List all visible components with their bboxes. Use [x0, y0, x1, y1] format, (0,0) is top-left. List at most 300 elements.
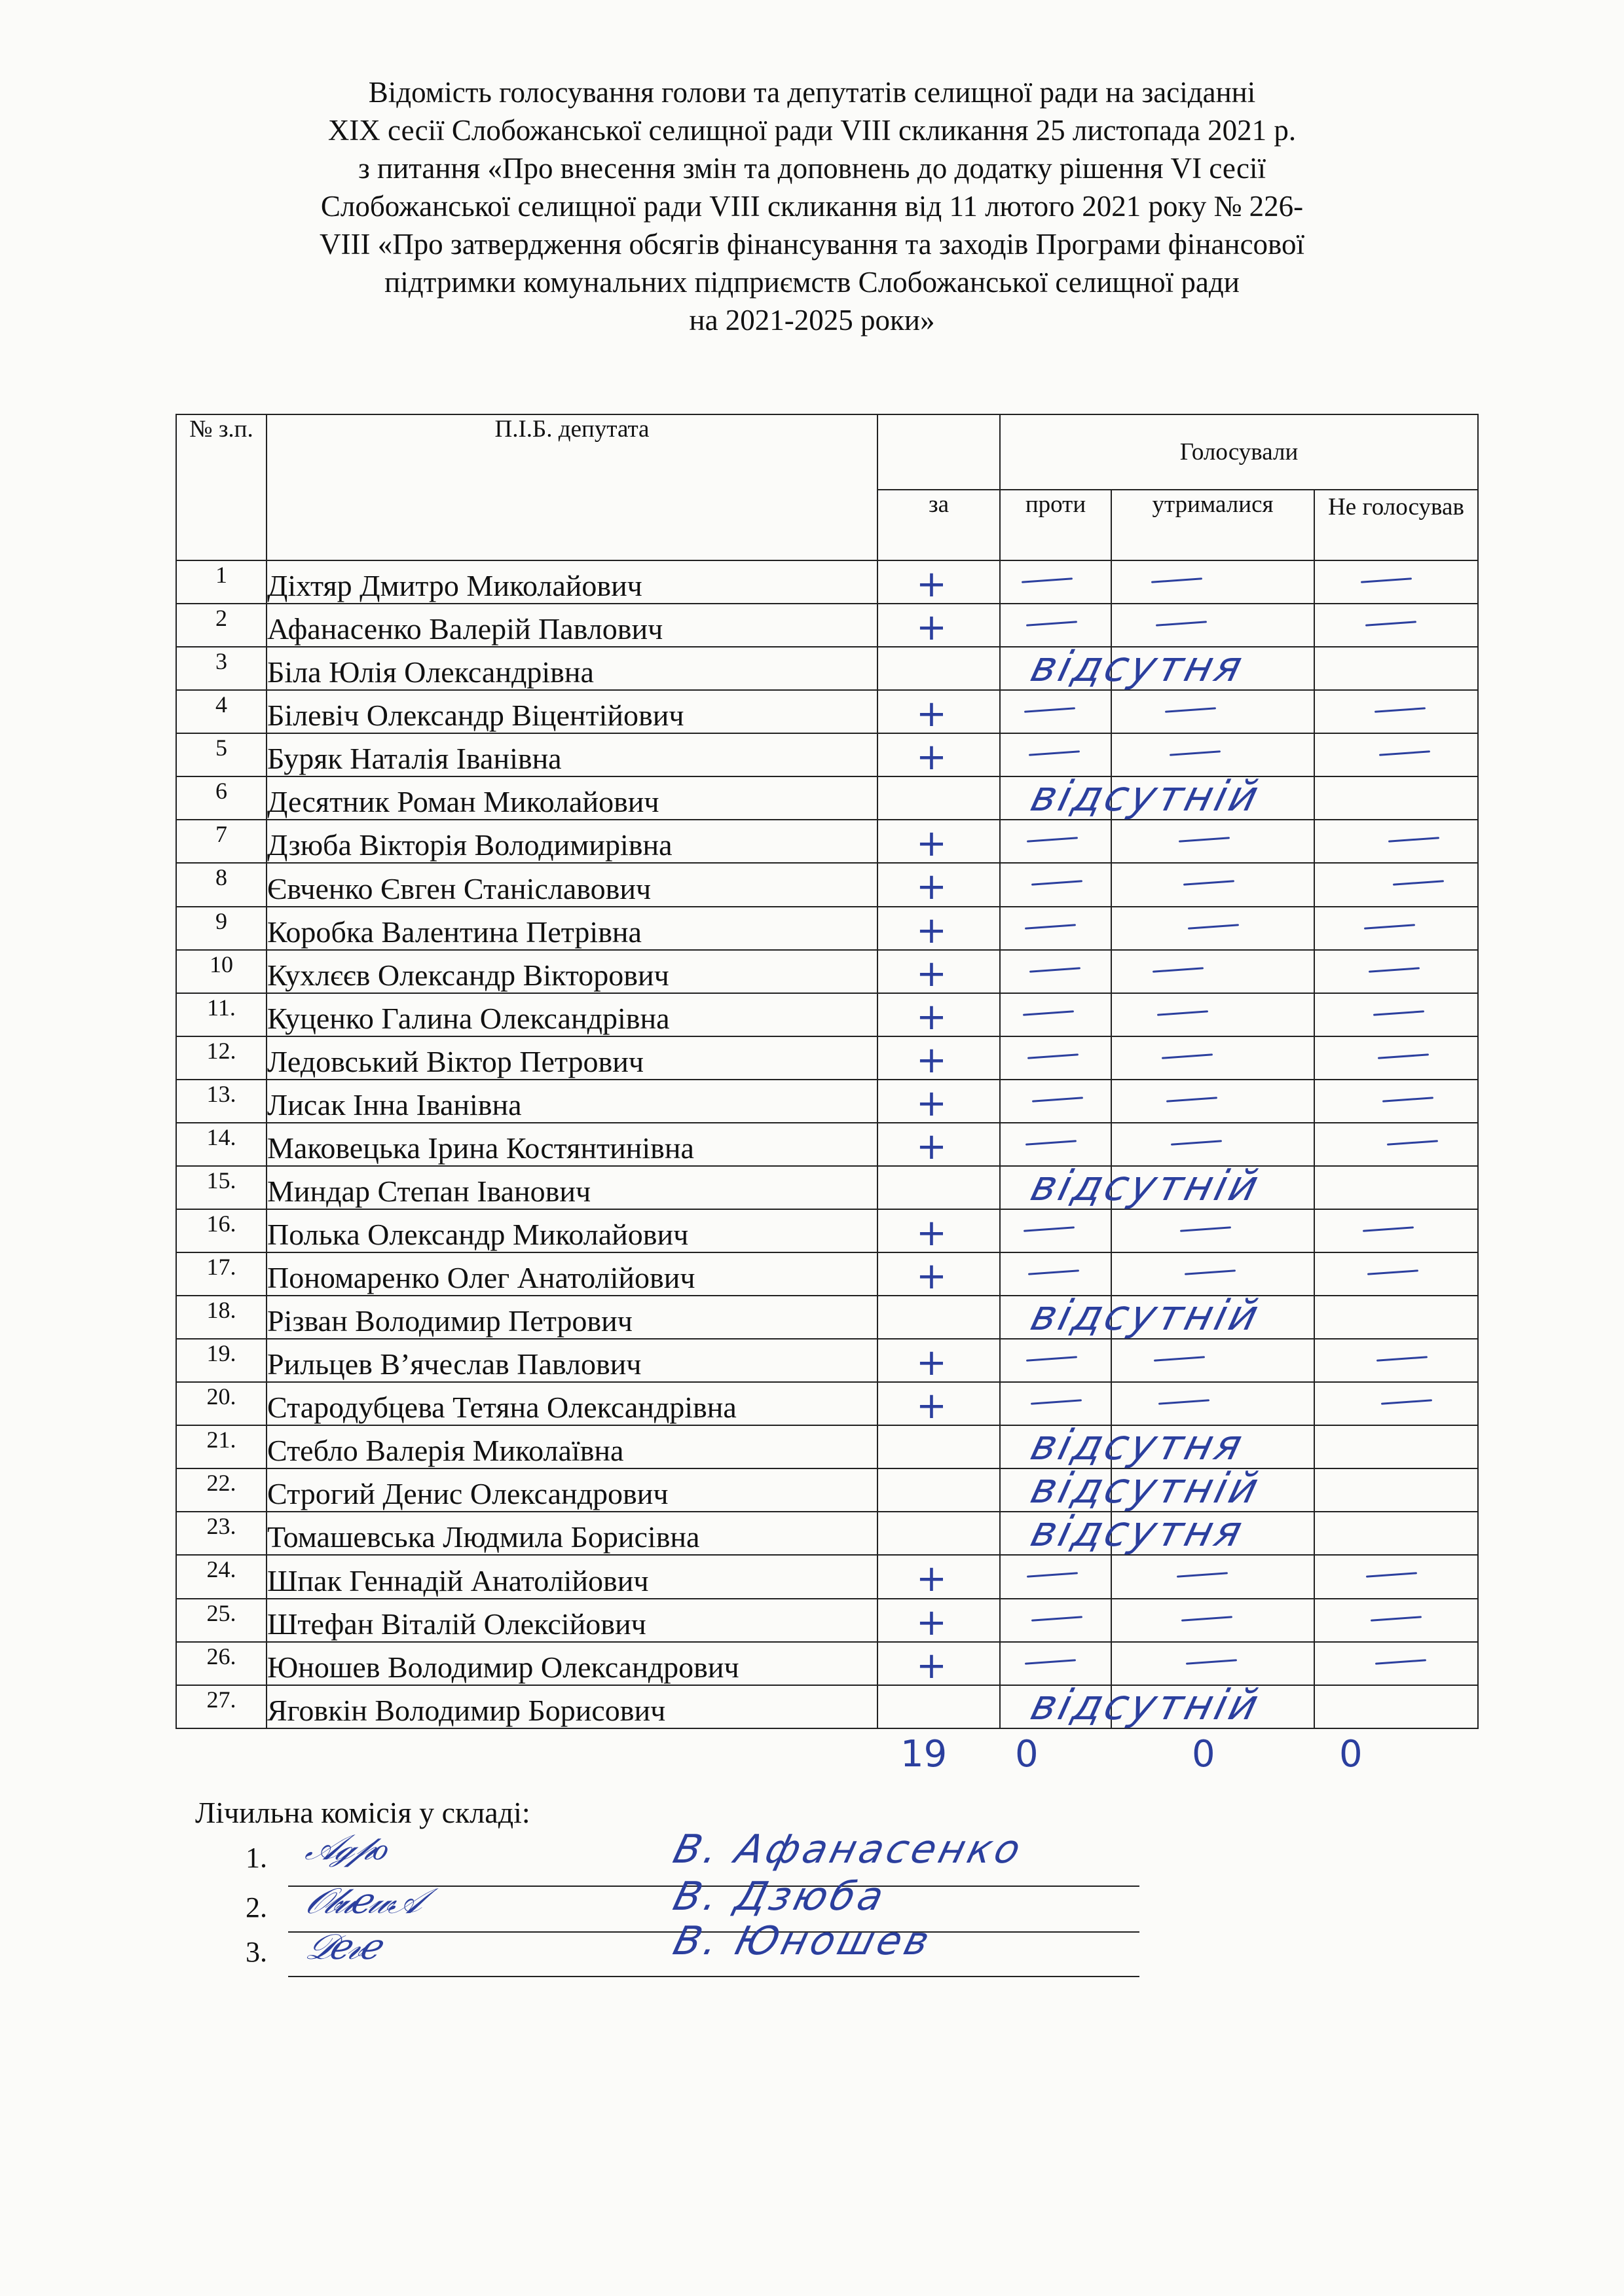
- row-number: 16.: [176, 1209, 267, 1252]
- vote-mark-dash: [1393, 881, 1444, 886]
- vote-for-cell: [877, 1555, 1000, 1601]
- total-against: 0: [1015, 1733, 1039, 1776]
- vote-did-not-vote-cell: [1314, 1252, 1478, 1296]
- vote-abstain-cell: [1111, 1036, 1314, 1080]
- total-abstain: 0: [1192, 1733, 1215, 1776]
- vote-did-not-vote-cell: [1314, 690, 1478, 733]
- member-name: В. Афанасенко: [669, 1827, 1029, 1872]
- vote-against-cell: [1000, 1599, 1111, 1642]
- table-row: [176, 690, 1478, 733]
- deputy-name: Маковецька Ірина Костянтинівна: [267, 1123, 877, 1166]
- vote-mark-dash: [1151, 577, 1202, 583]
- row-number: 24.: [176, 1555, 267, 1598]
- absent-note: відсутній: [1025, 1465, 1266, 1514]
- vote-did-not-vote-cell: [1314, 1080, 1478, 1123]
- row-number: 17.: [176, 1252, 267, 1296]
- header-against: проти: [1000, 490, 1111, 560]
- vote-mark-dash: [1165, 707, 1216, 712]
- vote-for-cell: [877, 560, 1000, 604]
- vote-did-not-vote-cell: [1314, 604, 1478, 647]
- vote-abstain-cell: [1111, 1642, 1314, 1685]
- vote-did-not-vote-cell: [1314, 776, 1478, 820]
- vote-did-not-vote-cell: [1314, 1339, 1478, 1382]
- absent-note: відсутній: [1025, 1292, 1266, 1341]
- table-row: [176, 1209, 1478, 1252]
- table-row: [176, 1425, 1478, 1468]
- vote-mark-dash: [1156, 621, 1207, 626]
- vote-abstain-cell: [1111, 1252, 1314, 1296]
- table-row: [176, 950, 1478, 993]
- total-did-not-vote: 0: [1339, 1733, 1363, 1776]
- vote-did-not-vote-cell: [1314, 1642, 1478, 1685]
- table-row: [176, 1036, 1478, 1080]
- row-number: 2: [176, 604, 267, 647]
- vote-abstain-cell: [1111, 733, 1314, 776]
- deputy-name: Десятник Роман Миколайович: [267, 776, 877, 820]
- vote-abstain-cell: [1111, 907, 1314, 950]
- vote-did-not-vote-cell: [1314, 863, 1478, 906]
- vote-against-cell: [1000, 733, 1111, 776]
- vote-mark-plus: +: [916, 1341, 947, 1385]
- vote-for-cell: [877, 1465, 1266, 1514]
- deputy-name: Полька Олександр Миколайович: [267, 1209, 877, 1252]
- header-for: за: [877, 490, 1000, 560]
- vote-mark-plus: +: [916, 1385, 947, 1428]
- row-number: 23.: [176, 1512, 267, 1555]
- vote-for-cell: [877, 1599, 1000, 1642]
- vote-mark-dash: [1382, 1097, 1433, 1102]
- vote-mark-plus: +: [916, 1211, 947, 1254]
- deputy-name: Біла Юлія Олександрівна: [267, 647, 877, 690]
- table-row: [176, 1252, 1478, 1296]
- vote-for-cell: [877, 907, 1000, 950]
- member-number: 2.: [246, 1891, 267, 1923]
- vote-mark-plus: +: [916, 1255, 947, 1298]
- vote-for-cell: [877, 1421, 1249, 1470]
- row-number: 26.: [176, 1642, 267, 1685]
- deputy-name: Буряк Наталія Іванівна: [267, 733, 877, 776]
- total-for: 19: [900, 1733, 948, 1776]
- vote-mark-dash: [1373, 1010, 1424, 1015]
- vote-against-cell: [1000, 1685, 1111, 1728]
- vote-abstain-cell: [1111, 560, 1314, 604]
- vote-mark-dash: [1379, 751, 1430, 756]
- deputy-name: Коробка Валентина Петрівна: [267, 907, 877, 950]
- header-name: П.І.Б. депутата: [267, 414, 877, 560]
- vote-mark-dash: [1369, 967, 1420, 972]
- vote-mark-plus: +: [916, 736, 947, 779]
- vote-did-not-vote-cell: [1314, 1036, 1478, 1080]
- vote-did-not-vote-cell: [1314, 647, 1478, 690]
- vote-against-cell: [1000, 993, 1111, 1036]
- absent-note: відсутня: [1025, 1508, 1249, 1557]
- row-number: 21.: [176, 1425, 267, 1468]
- vote-mark-dash: [1171, 1140, 1222, 1145]
- deputy-name: Штефан Віталій Олексійович: [267, 1599, 877, 1642]
- vote-mark-plus: +: [916, 1082, 947, 1125]
- vote-abstain-cell: [1111, 1080, 1314, 1123]
- absent-note: відсутня: [1025, 1421, 1249, 1470]
- vote-mark-dash: [1166, 1097, 1217, 1102]
- title-line: VIII «Про затвердження обсягів фінансування та заходів Програми фінансової: [319, 228, 1304, 261]
- vote-did-not-vote-cell: [1314, 1555, 1478, 1598]
- vote-against-cell: [1000, 1080, 1111, 1123]
- row-number: 9: [176, 907, 267, 950]
- vote-did-not-vote-cell: [1314, 1512, 1478, 1555]
- vote-against-cell: [1000, 1296, 1111, 1339]
- vote-mark-dash: [1031, 881, 1082, 886]
- row-number: 19.: [176, 1339, 267, 1382]
- title-line: XIX сесії Слобожанської селищної ради VIII скликання 25 листопада 2021 р.: [327, 114, 1297, 147]
- vote-for-cell: [877, 1508, 1249, 1557]
- title-line: на 2021-2025 роки»: [689, 304, 935, 337]
- vote-mark-dash: [1157, 1010, 1208, 1015]
- vote-mark-dash: [1024, 1226, 1075, 1231]
- vote-abstain-cell: [1111, 1512, 1314, 1555]
- vote-against-cell: [1000, 690, 1111, 733]
- deputy-name: Діхтяр Дмитро Миколайович: [267, 560, 877, 604]
- vote-mark-plus: +: [916, 1644, 947, 1687]
- vote-did-not-vote-cell: [1314, 560, 1478, 604]
- deputy-name: Білевіч Олександр Віцентійович: [267, 690, 877, 733]
- vote-for-cell: [877, 1161, 1266, 1211]
- header-number: № з.п.: [176, 414, 267, 560]
- table-row: [176, 733, 1478, 776]
- row-number: 6: [176, 776, 267, 820]
- vote-did-not-vote-cell: [1314, 1382, 1478, 1425]
- member-number: 3.: [246, 1936, 267, 1968]
- title-line: підтримки комунальних підприємств Слобожанської селищної ради: [384, 266, 1240, 299]
- vote-abstain-cell: [1111, 1685, 1314, 1728]
- vote-for-cell: [877, 1036, 1000, 1080]
- vote-mark-plus: +: [916, 563, 947, 606]
- vote-mark-dash: [1023, 1010, 1074, 1015]
- table-row: [176, 1642, 1478, 1685]
- vote-mark-dash: [1183, 881, 1234, 886]
- deputy-name: Євченко Євген Станіславович: [267, 863, 877, 906]
- row-number: 7: [176, 820, 267, 863]
- vote-for-cell: [877, 1339, 1000, 1385]
- vote-mark-dash: [1363, 1226, 1414, 1231]
- vote-against-cell: [1000, 604, 1111, 647]
- vote-mark-dash: [1031, 1399, 1082, 1404]
- deputy-name: Томашевська Людмила Борисівна: [267, 1512, 877, 1555]
- deputy-name: Лисак Інна Іванівна: [267, 1080, 877, 1123]
- row-number: 5: [176, 733, 267, 776]
- vote-against-cell: [1000, 1166, 1111, 1209]
- vote-against-cell: [1000, 1123, 1111, 1166]
- table-row: [176, 1166, 1478, 1209]
- vote-abstain-cell: [1111, 1166, 1314, 1209]
- vote-against-cell: [1000, 647, 1111, 690]
- signature-line: [288, 1976, 1139, 1977]
- vote-mark-plus: +: [916, 866, 947, 909]
- vote-mark-dash: [1026, 621, 1077, 626]
- deputy-name: Яговкін Володимир Борисович: [267, 1685, 877, 1728]
- row-number: 10: [176, 950, 267, 993]
- row-number: 1: [176, 560, 267, 604]
- vote-abstain-cell: [1111, 950, 1314, 993]
- voting-table: [175, 414, 1479, 1729]
- vote-did-not-vote-cell: [1314, 1209, 1478, 1252]
- vote-abstain-cell: [1111, 1599, 1314, 1642]
- table-row: [176, 560, 1478, 604]
- deputy-name: Афанасенко Валерій Павлович: [267, 604, 877, 647]
- vote-did-not-vote-cell: [1314, 950, 1478, 993]
- signature: 𝒜ℊ𝓅ℴ: [300, 1827, 394, 1868]
- vote-mark-plus: +: [916, 995, 947, 1038]
- vote-abstain-cell: [1111, 647, 1314, 690]
- deputy-name: Ледовський Віктор Петрович: [267, 1036, 877, 1080]
- deputy-name: Рильцев В’ячеслав Павлович: [267, 1339, 877, 1382]
- vote-mark-plus: +: [916, 1038, 947, 1082]
- vote-for-cell: [877, 643, 1249, 692]
- table-row: [176, 1512, 1478, 1555]
- vote-mark-plus: +: [916, 1601, 947, 1644]
- vote-mark-plus: +: [916, 1125, 947, 1168]
- member-name: В. Юношев: [669, 1918, 937, 1964]
- vote-mark-dash: [1186, 1659, 1237, 1664]
- table-row: [176, 907, 1478, 950]
- table-row: [176, 863, 1478, 906]
- vote-mark-plus: +: [916, 693, 947, 736]
- table-row: [176, 1468, 1478, 1512]
- vote-against-cell: [1000, 820, 1111, 863]
- table-row: [176, 1339, 1478, 1382]
- vote-did-not-vote-cell: [1314, 733, 1478, 776]
- vote-mark-dash: [1367, 1269, 1418, 1275]
- table-row: [176, 647, 1478, 690]
- vote-mark-dash: [1177, 1573, 1228, 1578]
- member-number: 1.: [246, 1842, 267, 1874]
- vote-did-not-vote-cell: [1314, 1468, 1478, 1512]
- vote-mark-dash: [1388, 837, 1439, 843]
- vote-abstain-cell: [1111, 1123, 1314, 1166]
- vote-for-cell: [877, 1292, 1266, 1341]
- vote-did-not-vote-cell: [1314, 993, 1478, 1036]
- member-name: В. Дзюба: [669, 1874, 892, 1920]
- vote-did-not-vote-cell: [1314, 1296, 1478, 1339]
- vote-abstain-cell: [1111, 776, 1314, 820]
- table-row: [176, 993, 1478, 1036]
- row-number: 27.: [176, 1685, 267, 1728]
- title-line: з питання «Про внесення змін та доповнень до додатку рішення VI сесії: [358, 152, 1266, 185]
- vote-for-cell: [877, 1382, 1000, 1428]
- table-row: [176, 1080, 1478, 1123]
- vote-for-cell: [877, 733, 1000, 779]
- title-line: Слобожанської селищної ради VIII скликання від 11 лютого 2021 року № 226-: [320, 190, 1304, 223]
- vote-abstain-cell: [1111, 1209, 1314, 1252]
- deputy-name: Пономаренко Олег Анатолійович: [267, 1252, 877, 1296]
- row-number: 25.: [176, 1599, 267, 1642]
- vote-mark-plus: +: [916, 606, 947, 649]
- vote-mark-dash: [1024, 707, 1075, 712]
- vote-mark-plus: +: [916, 909, 947, 952]
- absent-note: відсутній: [1025, 773, 1266, 822]
- vote-mark-dash: [1153, 967, 1204, 972]
- vote-mark-dash: [1025, 924, 1076, 929]
- vote-abstain-cell: [1111, 1296, 1314, 1339]
- table-row: [176, 604, 1478, 647]
- deputy-name: Різван Володимир Петрович: [267, 1296, 877, 1339]
- vote-against-cell: [1000, 1252, 1111, 1296]
- vote-for-cell: [877, 604, 1000, 647]
- vote-mark-dash: [1026, 1356, 1077, 1361]
- vote-mark-dash: [1022, 577, 1073, 583]
- deputy-name: Куценко Галина Олександрівна: [267, 993, 877, 1036]
- vote-against-cell: [1000, 1468, 1111, 1512]
- header-abstain: утрималися: [1111, 490, 1314, 560]
- vote-for-cell: [877, 1209, 1000, 1252]
- document-title: [131, 73, 1493, 339]
- deputy-name: Юношев Володимир Олександрович: [267, 1642, 877, 1685]
- vote-against-cell: [1000, 776, 1111, 820]
- vote-mark-dash: [1031, 1616, 1082, 1621]
- vote-against-cell: [1000, 1425, 1111, 1468]
- vote-mark-dash: [1371, 1616, 1422, 1621]
- vote-mark-dash: [1365, 621, 1416, 626]
- absent-note: відсутня: [1025, 643, 1249, 692]
- vote-mark-dash: [1158, 1399, 1209, 1404]
- vote-mark-dash: [1027, 837, 1078, 843]
- deputy-name: Миндар Степан Іванович: [267, 1166, 877, 1209]
- vote-against-cell: [1000, 950, 1111, 993]
- vote-mark-dash: [1028, 1269, 1079, 1275]
- deputy-name: Строгий Денис Олександрович: [267, 1468, 877, 1512]
- signature: 𝒟ℯ𝓋ℯ: [300, 1926, 388, 1967]
- row-number: 12.: [176, 1036, 267, 1080]
- row-number: 3: [176, 647, 267, 690]
- vote-for-cell: [877, 993, 1000, 1036]
- vote-did-not-vote-cell: [1314, 1166, 1478, 1209]
- row-number: 4: [176, 690, 267, 733]
- vote-did-not-vote-cell: [1314, 1599, 1478, 1642]
- vote-abstain-cell: [1111, 1425, 1314, 1468]
- table-row: [176, 1555, 1478, 1598]
- deputy-name: Дзюба Вікторія Володимирівна: [267, 820, 877, 863]
- vote-for-cell: [877, 690, 1000, 736]
- table-row: [176, 776, 1478, 820]
- signature: 𝒪𝒷𝓊ℯ𝓌𝒜: [300, 1880, 428, 1922]
- vote-against-cell: [1000, 1339, 1111, 1382]
- vote-for-cell: [877, 1681, 1266, 1730]
- vote-did-not-vote-cell: [1314, 907, 1478, 950]
- commission-label: Лічильна комісія у складі:: [195, 1796, 530, 1829]
- vote-mark-dash: [1387, 1140, 1438, 1145]
- table-body: [176, 560, 1478, 1728]
- vote-abstain-cell: [1111, 1382, 1314, 1425]
- vote-mark-dash: [1170, 751, 1221, 756]
- header-voted: Голосували: [1000, 414, 1478, 490]
- table-row: [176, 1599, 1478, 1642]
- header-blank: [877, 414, 1000, 490]
- table-row: [176, 1685, 1478, 1728]
- table-row: [176, 1382, 1478, 1425]
- title-line: Відомість голосування голови та депутатів селищної ради на засіданні: [368, 76, 1256, 109]
- row-number: 11.: [176, 993, 267, 1036]
- vote-mark-dash: [1185, 1269, 1236, 1275]
- vote-for-cell: [877, 863, 1000, 909]
- vote-did-not-vote-cell: [1314, 820, 1478, 863]
- vote-mark-dash: [1364, 924, 1415, 929]
- vote-mark-dash: [1361, 577, 1412, 583]
- vote-mark-dash: [1025, 1140, 1077, 1145]
- vote-mark-dash: [1027, 1573, 1078, 1578]
- vote-mark-dash: [1376, 1356, 1428, 1361]
- vote-against-cell: [1000, 1512, 1111, 1555]
- vote-did-not-vote-cell: [1314, 1425, 1478, 1468]
- vote-mark-dash: [1025, 1659, 1076, 1664]
- vote-mark-dash: [1180, 1226, 1231, 1231]
- header-did-not-vote: Не голосував: [1314, 490, 1478, 560]
- vote-mark-dash: [1188, 924, 1239, 929]
- row-number: 15.: [176, 1166, 267, 1209]
- vote-abstain-cell: [1111, 690, 1314, 733]
- vote-against-cell: [1000, 1036, 1111, 1080]
- vote-did-not-vote-cell: [1314, 1685, 1478, 1728]
- vote-for-cell: [877, 1252, 1000, 1296]
- vote-against-cell: [1000, 907, 1111, 950]
- deputy-name: Кухлєєв Олександр Вікторович: [267, 950, 877, 993]
- vote-against-cell: [1000, 863, 1111, 906]
- vote-abstain-cell: [1111, 820, 1314, 863]
- vote-mark-dash: [1029, 967, 1080, 972]
- vote-for-cell: [877, 950, 1000, 993]
- vote-abstain-cell: [1111, 1468, 1314, 1512]
- table-row: [176, 1123, 1478, 1166]
- vote-mark-dash: [1366, 1573, 1417, 1578]
- vote-mark-dash: [1162, 1053, 1213, 1059]
- absent-note: відсутній: [1025, 1161, 1266, 1211]
- row-number: 20.: [176, 1382, 267, 1425]
- row-number: 8: [176, 863, 267, 906]
- vote-abstain-cell: [1111, 863, 1314, 906]
- deputy-name: Стародубцева Тетяна Олександрівна: [267, 1382, 877, 1425]
- row-number: 13.: [176, 1080, 267, 1123]
- vote-mark-dash: [1381, 1399, 1432, 1404]
- vote-mark-dash: [1181, 1616, 1232, 1621]
- vote-for-cell: [877, 1123, 1000, 1166]
- vote-for-cell: [877, 1642, 1000, 1685]
- vote-mark-plus: +: [916, 822, 947, 866]
- vote-against-cell: [1000, 560, 1111, 604]
- vote-mark-dash: [1375, 1659, 1426, 1664]
- row-number: 14.: [176, 1123, 267, 1166]
- vote-did-not-vote-cell: [1314, 1123, 1478, 1166]
- deputy-name: Шпак Геннадій Анатолійович: [267, 1555, 877, 1598]
- vote-mark-plus: +: [916, 1558, 947, 1601]
- vote-against-cell: [1000, 1642, 1111, 1685]
- vote-against-cell: [1000, 1555, 1111, 1598]
- vote-mark-dash: [1032, 1097, 1083, 1102]
- absent-note: відсутній: [1025, 1681, 1266, 1730]
- vote-mark-dash: [1179, 837, 1230, 843]
- deputy-name: Стебло Валерія Миколаївна: [267, 1425, 877, 1468]
- vote-mark-dash: [1154, 1356, 1205, 1361]
- vote-mark-dash: [1375, 707, 1426, 712]
- vote-abstain-cell: [1111, 1339, 1314, 1382]
- vote-mark-dash: [1029, 751, 1080, 756]
- vote-abstain-cell: [1111, 1555, 1314, 1598]
- vote-for-cell: [877, 773, 1266, 822]
- vote-against-cell: [1000, 1209, 1111, 1252]
- vote-abstain-cell: [1111, 993, 1314, 1036]
- table-row: [176, 1296, 1478, 1339]
- vote-mark-dash: [1027, 1053, 1079, 1059]
- vote-against-cell: [1000, 1382, 1111, 1425]
- vote-abstain-cell: [1111, 604, 1314, 647]
- table-row: [176, 820, 1478, 863]
